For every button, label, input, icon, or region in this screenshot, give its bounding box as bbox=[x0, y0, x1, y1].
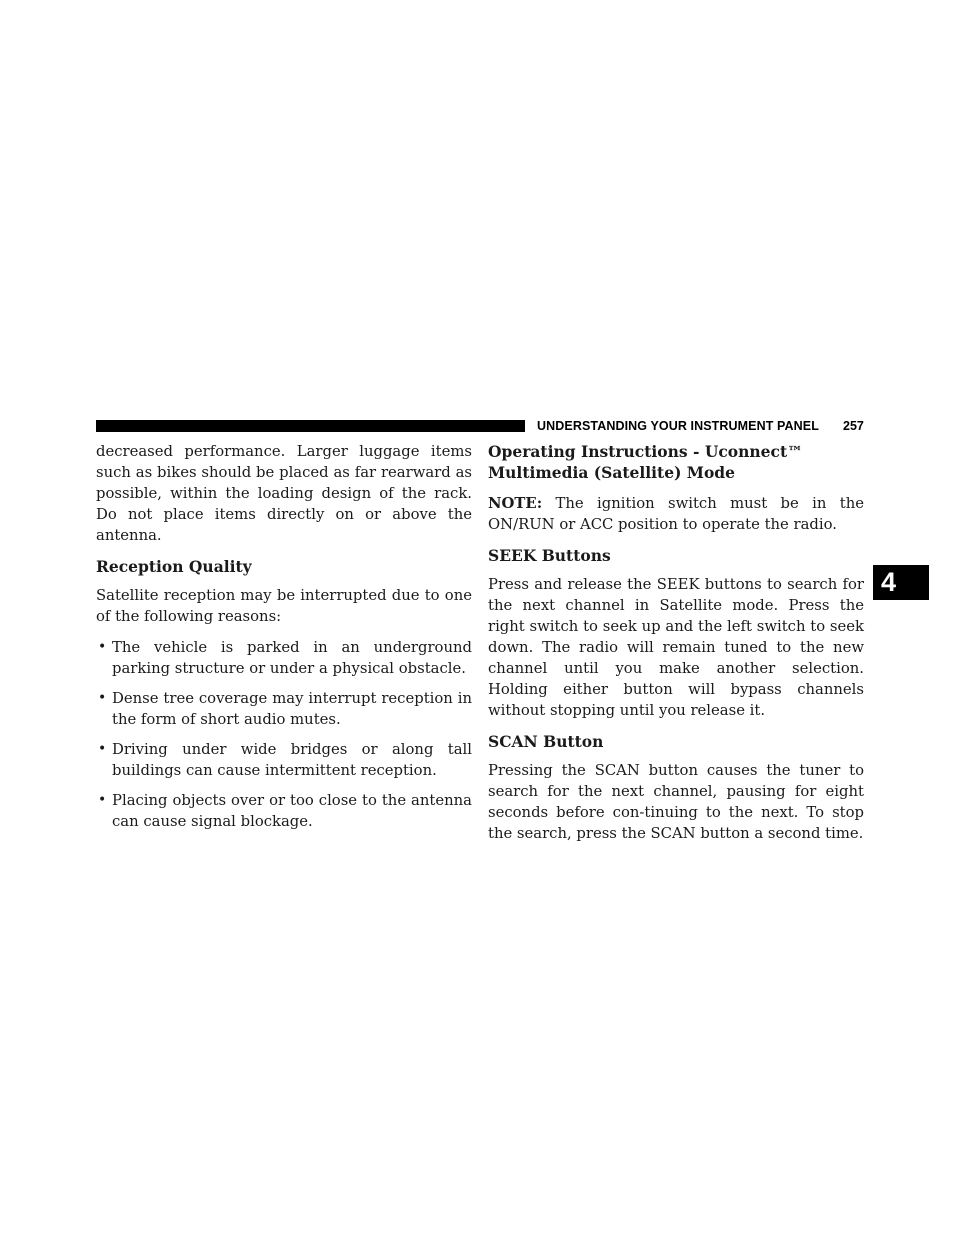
operating-instructions-heading: Operating Instructions - Uconnect™ Multimedia (Satellite) Mode bbox=[488, 442, 803, 482]
list-item bbox=[96, 790, 472, 832]
reception-quality-heading: Reception Quality bbox=[96, 557, 252, 576]
reception-paragraph: Satellite reception may be interrupted due to one of the following reasons: bbox=[96, 587, 472, 625]
scan-button-heading: SCAN Button bbox=[488, 732, 604, 751]
bullet-icon: • bbox=[98, 741, 107, 757]
note-text: The ignition switch must be in the ON/RUN or ACC position to operate the radio. bbox=[488, 495, 864, 533]
list-item-text: Dense tree coverage may interrupt reception in the form of short audio mutes. bbox=[112, 690, 472, 728]
seek-buttons-heading: SEEK Buttons bbox=[488, 546, 611, 565]
list-item-text: Placing objects over or too close to the antenna can cause signal blockage. bbox=[112, 792, 472, 830]
header-rule bbox=[96, 420, 525, 432]
intro-paragraph: decreased performance. Larger luggage items such as bikes should be placed as far rearward as possible, within the loading design of the rack. Do not place items directly on or above the antenna. bbox=[96, 443, 472, 544]
right-column bbox=[488, 441, 864, 854]
chapter-tab: 4 bbox=[873, 565, 929, 600]
bullet-icon: • bbox=[98, 792, 107, 808]
list-item-text: The vehicle is parked in an underground parking structure or under a physical obstacle. bbox=[112, 639, 472, 677]
running-header-title: UNDERSTANDING YOUR INSTRUMENT PANEL bbox=[537, 419, 819, 433]
left-column bbox=[96, 441, 472, 841]
page-number: 257 bbox=[843, 419, 864, 433]
bullet-icon: • bbox=[98, 639, 107, 655]
list-item bbox=[96, 637, 472, 679]
list-item-text: Driving under wide bridges or along tall buildings can cause intermittent reception. bbox=[112, 741, 472, 779]
list-item bbox=[96, 739, 472, 781]
bullet-icon: • bbox=[98, 690, 107, 706]
note-paragraph bbox=[488, 493, 864, 535]
reception-bullet-list bbox=[96, 637, 472, 832]
list-item bbox=[96, 688, 472, 730]
note-label: NOTE: bbox=[488, 495, 543, 512]
scan-paragraph: Pressing the SCAN button causes the tuner to search for the next channel, pausing for eight seconds before con-tinuing to the next. To stop the search, press the SCAN button a second time. bbox=[488, 762, 864, 842]
seek-paragraph: Press and release the SEEK buttons to search for the next channel in Satellite mode. Press the right switch to seek up and the left switch to seek down. The radio will remain tuned to the new channel until you make another selection. Holding either button will bypass channels without stopping until you release it. bbox=[488, 576, 864, 719]
